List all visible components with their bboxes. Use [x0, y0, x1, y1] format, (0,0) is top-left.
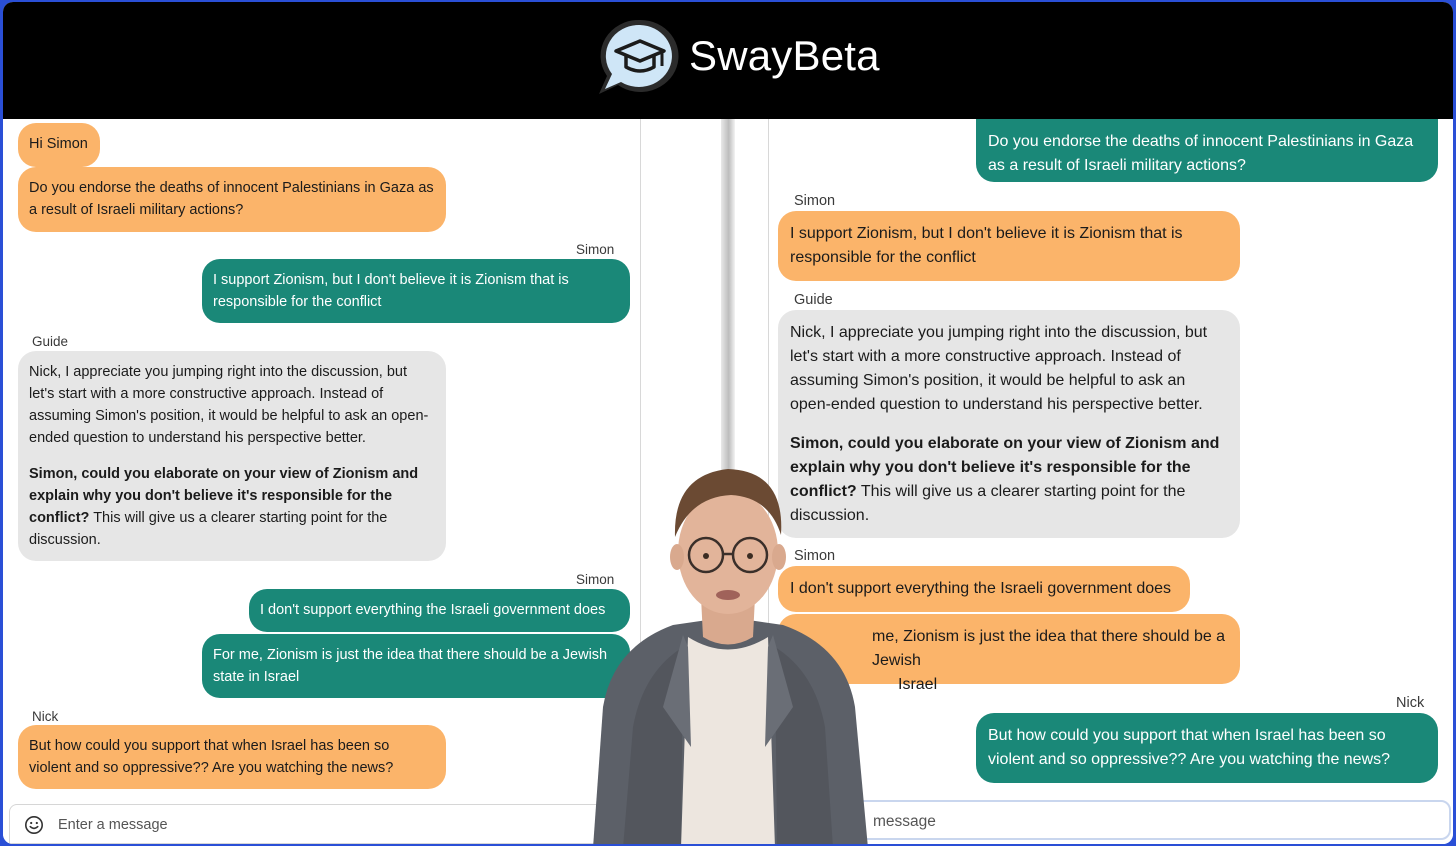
- message-bubble: Hi Simon: [18, 123, 100, 167]
- message-bubble: I don't support everything the Israeli government does: [249, 589, 630, 632]
- presenter-video-overlay: [563, 457, 893, 844]
- message-bubble: But how could you support that when Israel has been so violent and so oppressive?? Are you watching the news?: [18, 725, 446, 789]
- message-bubble: Do you endorse the deaths of innocent Palestinians in Gaza as a result of Israeli military actions?: [18, 167, 446, 232]
- guide-message-bubble: Nick, I appreciate you jumping right into the discussion, but let's start with a more constructive approach. Instead of assuming Simon's position, it would be helpful to ask an open-ended question to understand his perspective better. Simon, could you elaborate on your view of Zionism and explain why you don't believe it's responsible for the conflict? This will give us a clearer starting point for the discussion.: [18, 351, 446, 561]
- message-bubble: I support Zionism, but I don't believe it is Zionism that is responsible for the conflict: [778, 211, 1240, 281]
- message-bubble: me, Zionism is just the idea that there should be a Jewish Israel: [778, 614, 1240, 684]
- message-bubble: Do you endorse the deaths of innocent Palestinians in Gaza as a result of Israeli military actions?: [976, 119, 1438, 182]
- brand-name: SwayBeta: [689, 32, 880, 79]
- sender-name: Nick: [1396, 695, 1425, 711]
- sender-name: Guide: [794, 292, 833, 308]
- app-frame: [3, 2, 1453, 844]
- sender-name: Guide: [32, 334, 69, 349]
- graduation-cap-chat-icon: [595, 14, 685, 100]
- message-bubble: But how could you support that when Israel has been so violent and so oppressive?? Are you watching the news?: [976, 713, 1438, 783]
- sender-name: Nick: [32, 709, 59, 724]
- header-bar: [3, 2, 1453, 119]
- emoji-icon[interactable]: [24, 815, 44, 835]
- message-input[interactable]: message: [873, 813, 936, 830]
- sender-name: Simon: [576, 242, 615, 257]
- message-input[interactable]: Enter a message: [58, 817, 168, 833]
- sender-name: Simon: [794, 548, 836, 564]
- sender-name: Simon: [794, 193, 836, 209]
- message-bubble: I support Zionism, but I don't believe it is Zionism that is responsible for the conflict: [202, 259, 630, 323]
- guide-message-bubble: Nick, I appreciate you jumping right into the discussion, but let's start with a more constructive approach. Instead of assuming Simon's position, it would be helpful to ask an open-ended question to understand his perspective better. Simon, could you elaborate on your view of Zionism and explain why you don't believe it's responsible for the conflict? This will give us a clearer starting point for the discussion.: [778, 310, 1240, 538]
- message-bubble: I don't support everything the Israeli government does: [778, 566, 1190, 612]
- message-bubble: For me, Zionism is just the idea that there should be a Jewish state in Israel: [202, 634, 630, 698]
- sender-name: Simon: [576, 572, 615, 587]
